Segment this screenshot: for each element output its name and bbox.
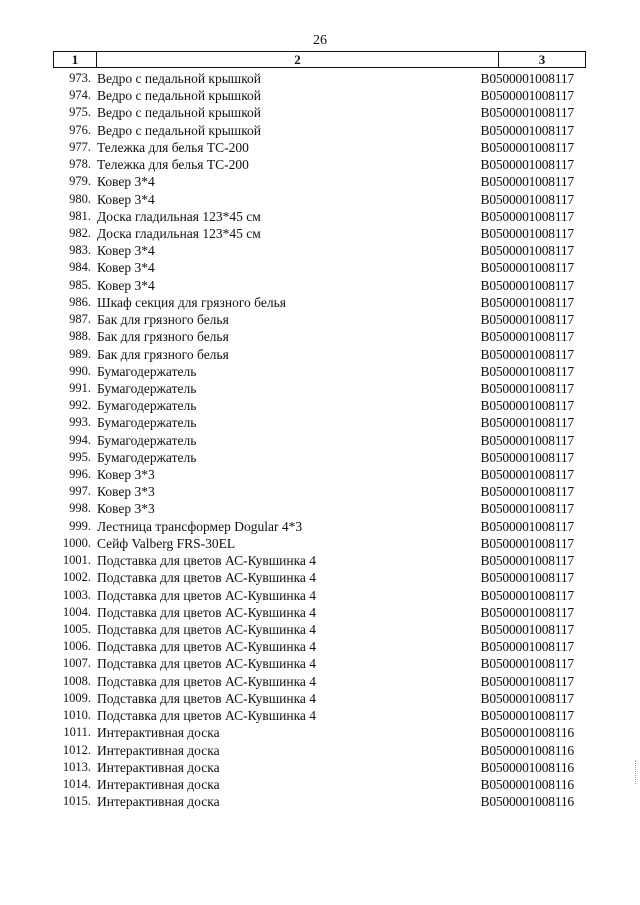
table-row (53, 535, 586, 552)
inventory-code: B0500001008117 (480, 105, 574, 121)
row-number: 989. (69, 346, 91, 361)
table-row (53, 208, 586, 225)
row-number: 1014. (62, 776, 91, 791)
row-number: 1000. (62, 535, 91, 550)
column-header-code: 3 (499, 52, 586, 67)
margin-mark (635, 760, 637, 784)
item-name: Интерактивная доска (97, 776, 220, 792)
item-name: Бумагодержатель (97, 398, 197, 414)
table-row (53, 759, 586, 776)
table-body (53, 70, 586, 810)
table-row (53, 690, 586, 707)
row-number: 1004. (62, 604, 91, 619)
item-name: Бак для грязного белья (97, 312, 229, 328)
item-name: Интерактивная доска (97, 742, 220, 758)
table-row (53, 518, 586, 535)
table-row (53, 500, 586, 517)
table-row (53, 414, 586, 431)
row-number: 995. (69, 449, 91, 464)
column-header-name: 2 (97, 52, 499, 67)
row-number: 979. (69, 174, 91, 189)
item-name: Ковер 3*4 (97, 260, 155, 276)
inventory-code: B0500001008117 (480, 467, 574, 483)
item-name: Ковер 3*3 (97, 484, 155, 500)
table-row (53, 569, 586, 586)
inventory-code: B0500001008117 (480, 139, 574, 155)
item-name: Ковер 3*3 (97, 501, 155, 517)
row-number: 1002. (62, 570, 91, 585)
item-name: Подставка для цветов АС-Кувшинка 4 (97, 622, 317, 637)
inventory-code: B0500001008117 (480, 312, 574, 328)
inventory-table (53, 51, 586, 810)
item-name: Подставка для цветов АС-Кувшинка 4 (97, 690, 317, 706)
item-name: Бумагодержатель (97, 380, 197, 396)
inventory-code: B0500001008117 (480, 708, 574, 724)
table-row (53, 380, 586, 397)
item-name: Доска гладильная 123*45 см (97, 208, 261, 224)
item-name: Бумагодержатель (97, 449, 197, 465)
table-row (53, 191, 586, 208)
table-row (53, 70, 586, 87)
row-number: 994. (69, 432, 91, 447)
table-row (53, 311, 586, 328)
item-name: Ведро с педальной крышкой (97, 122, 262, 138)
table-row (53, 552, 586, 569)
item-name: Бак для грязного белья (97, 329, 229, 345)
item-name: Подставка для цветов АС-Кувшинка 4 (97, 604, 317, 620)
inventory-code: B0500001008117 (480, 122, 574, 138)
inventory-code: B0500001008116 (480, 776, 574, 792)
item-name: Подставка для цветов АС-Кувшинка 4 (97, 673, 317, 689)
row-number: 1013. (62, 759, 91, 774)
inventory-code: B0500001008117 (480, 260, 574, 276)
row-number: 980. (69, 191, 91, 206)
table-row (53, 673, 586, 690)
item-name: Ведро с педальной крышкой (97, 105, 262, 121)
item-name: Ковер 3*4 (97, 174, 155, 190)
inventory-code: B0500001008117 (480, 157, 574, 173)
item-name: Бумагодержатель (97, 363, 197, 379)
inventory-code: B0500001008117 (480, 501, 574, 517)
table-row (53, 259, 586, 276)
inventory-code: B0500001008117 (480, 484, 574, 500)
row-number: 990. (69, 363, 91, 378)
inventory-code: B0500001008117 (480, 518, 574, 534)
row-number: 983. (69, 243, 91, 258)
row-number: 982. (69, 225, 91, 240)
item-name: Доска гладильная 123*45 см (97, 225, 261, 241)
row-number: 997. (69, 484, 91, 499)
item-name: Бак для грязного белья (97, 346, 229, 362)
row-number: 1003. (62, 587, 91, 602)
inventory-code: B0500001008116 (480, 725, 574, 741)
row-number: 1008. (62, 673, 91, 688)
table-row (53, 621, 586, 638)
table-row (53, 328, 586, 345)
item-name: Подставка для цветов АС-Кувшинка 4 (97, 553, 317, 569)
row-number: 1001. (62, 553, 91, 568)
table-header (53, 51, 586, 68)
column-header-number: 1 (53, 52, 97, 67)
table-row (53, 346, 586, 363)
row-number: 998. (69, 501, 91, 516)
row-number: 1011. (63, 725, 91, 740)
item-name: Подставка для цветов АС-Кувшинка 4 (97, 587, 317, 603)
inventory-code: B0500001008117 (480, 587, 574, 603)
item-name: Подставка для цветов АС-Кувшинка 4 (97, 656, 317, 672)
table-row (53, 724, 586, 741)
inventory-code: B0500001008117 (480, 88, 574, 104)
inventory-code: B0500001008117 (480, 673, 574, 689)
row-number: 975. (69, 105, 91, 120)
inventory-code: B0500001008117 (480, 604, 574, 620)
row-number: 974. (69, 88, 91, 103)
table-row (53, 156, 586, 173)
table-row (53, 122, 586, 139)
item-name: Ведро с педальной крышкой (97, 88, 262, 104)
item-name: Тележка для белья ТС-200 (97, 139, 249, 155)
inventory-code: B0500001008117 (480, 690, 574, 706)
item-name: Тележка для белья ТС-200 (97, 157, 249, 173)
table-row (53, 793, 586, 810)
row-number: 991. (69, 380, 91, 395)
inventory-code: B0500001008117 (480, 380, 574, 396)
table-row (53, 104, 586, 121)
row-number: 985. (69, 277, 91, 292)
inventory-code: B0500001008117 (480, 535, 574, 551)
table-row (53, 604, 586, 621)
item-name: Интерактивная доска (97, 725, 220, 741)
table-row (53, 87, 586, 104)
inventory-code: B0500001008117 (480, 191, 574, 207)
inventory-code: B0500001008117 (480, 294, 574, 310)
row-number: 973. (69, 71, 91, 85)
item-name: Бумагодержатель (97, 432, 197, 448)
inventory-code: B0500001008117 (480, 622, 574, 637)
row-number: 996. (69, 467, 91, 482)
row-number: 1012. (62, 742, 91, 757)
row-number: 981. (69, 208, 91, 223)
item-name: Шкаф секция для грязного белья (97, 294, 286, 310)
table-row (53, 776, 586, 793)
inventory-code: B0500001008117 (480, 346, 574, 362)
inventory-code: B0500001008117 (480, 225, 574, 241)
row-number: 984. (69, 260, 91, 275)
table-row (53, 432, 586, 449)
row-number: 1007. (62, 656, 91, 671)
item-name: Ковер 3*3 (97, 467, 155, 483)
inventory-code: B0500001008117 (480, 656, 574, 672)
inventory-code: B0500001008117 (480, 174, 574, 190)
page-number: 26 (313, 33, 327, 48)
row-number: 999. (69, 518, 91, 533)
table-row (53, 638, 586, 655)
row-number: 993. (69, 415, 91, 430)
table-row (53, 655, 586, 672)
inventory-code: B0500001008117 (480, 553, 574, 569)
inventory-code: B0500001008117 (480, 432, 574, 448)
table-row (53, 449, 586, 466)
table-row (53, 466, 586, 483)
inventory-code: B0500001008116 (480, 742, 574, 758)
inventory-code: B0500001008117 (480, 639, 574, 655)
inventory-code: B0500001008117 (480, 243, 574, 259)
item-name: Подставка для цветов АС-Кувшинка 4 (97, 570, 317, 586)
inventory-code: B0500001008116 (480, 794, 574, 810)
item-name: Лестница трансформер Dogular 4*3 (97, 518, 303, 534)
table-row (53, 173, 586, 190)
inventory-code: B0500001008117 (480, 329, 574, 345)
inventory-code: B0500001008117 (480, 398, 574, 414)
table-row (53, 277, 586, 294)
row-number: 1010. (62, 708, 91, 723)
inventory-code: B0500001008117 (480, 415, 574, 431)
item-name: Сейф Valberg FRS-30EL (97, 535, 236, 551)
row-number: 1015. (62, 794, 91, 809)
table-row (53, 483, 586, 500)
inventory-code: B0500001008117 (480, 363, 574, 379)
row-number: 1006. (62, 639, 91, 654)
table-row (53, 225, 586, 242)
table-row (53, 587, 586, 604)
inventory-code: B0500001008117 (480, 449, 574, 465)
item-name: Ковер 3*4 (97, 277, 155, 293)
table-row (53, 139, 586, 156)
row-number: 1009. (62, 690, 91, 705)
row-number: 977. (69, 139, 91, 154)
row-number: 992. (69, 398, 91, 413)
item-name: Ковер 3*4 (97, 191, 155, 207)
row-number: 988. (69, 329, 91, 344)
item-name: Интерактивная доска (97, 794, 220, 810)
item-name: Подставка для цветов АС-Кувшинка 4 (97, 639, 317, 655)
item-name: Ковер 3*4 (97, 243, 155, 259)
row-number: 976. (69, 122, 91, 137)
row-number: 1005. (62, 622, 91, 636)
item-name: Подставка для цветов АС-Кувшинка 4 (97, 708, 317, 724)
row-number: 978. (69, 157, 91, 172)
table-row (53, 397, 586, 414)
row-number: 986. (69, 294, 91, 309)
inventory-code: B0500001008116 (480, 759, 574, 775)
row-number: 987. (69, 312, 91, 327)
table-row (53, 742, 586, 759)
table-row (53, 363, 586, 380)
inventory-code: B0500001008117 (480, 277, 574, 293)
table-row (53, 242, 586, 259)
item-name: Ведро с педальной крышкой (97, 71, 262, 86)
inventory-code: B0500001008117 (480, 570, 574, 586)
inventory-code: B0500001008117 (480, 208, 574, 224)
item-name: Интерактивная доска (97, 759, 220, 775)
inventory-code: B0500001008117 (480, 71, 574, 86)
table-row (53, 707, 586, 724)
table-row (53, 294, 586, 311)
item-name: Бумагодержатель (97, 415, 197, 431)
